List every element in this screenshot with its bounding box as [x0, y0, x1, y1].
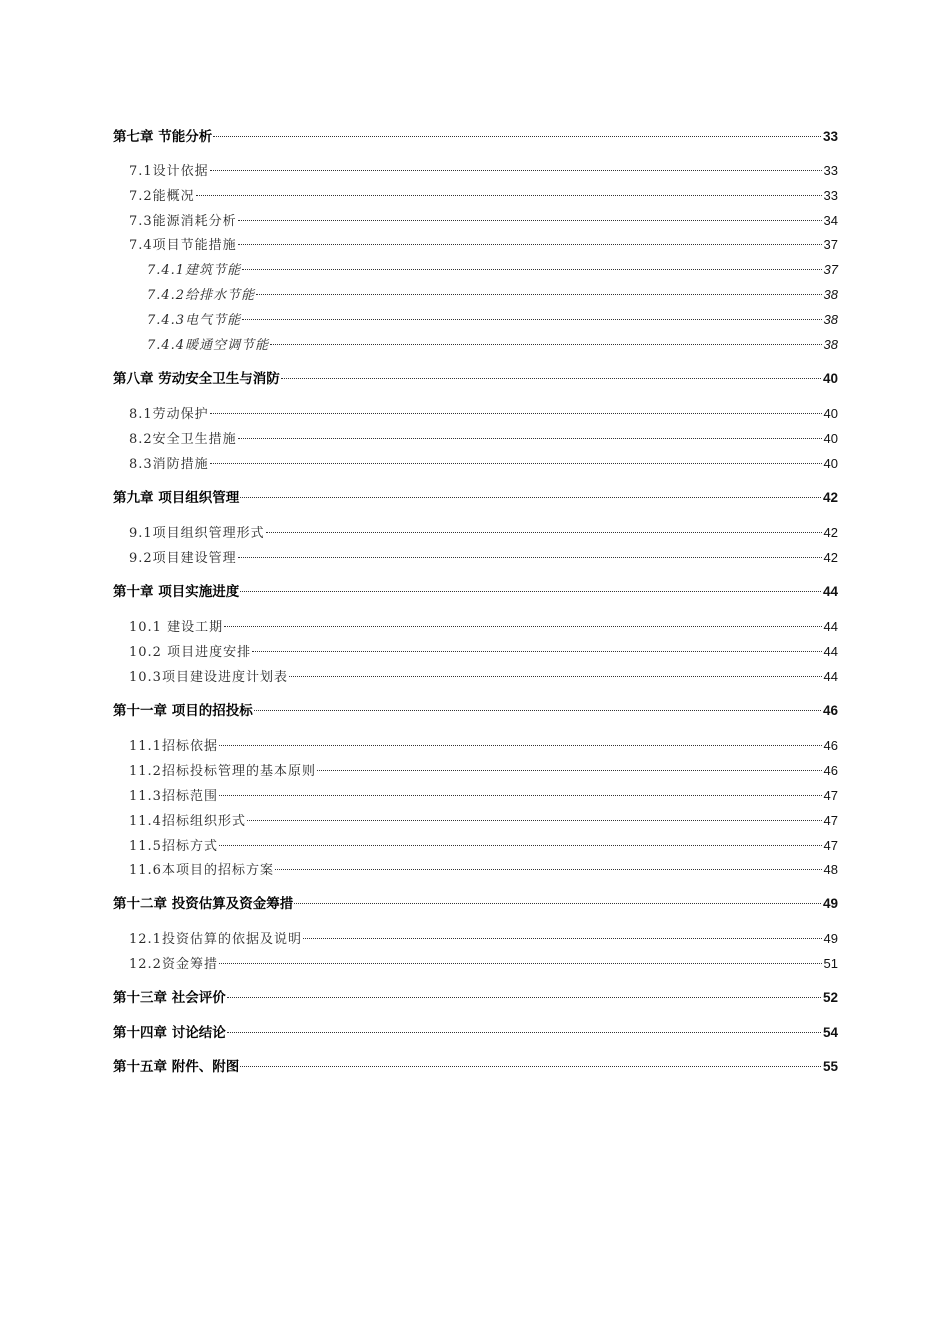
toc-chapter-entry[interactable] — [113, 126, 838, 148]
toc-entry-title: 9.2项目建设管理 — [129, 551, 237, 566]
toc-entry-title: 7.4.4暖通空调节能 — [147, 338, 270, 353]
toc-entry-page-number: 46 — [823, 763, 838, 778]
toc-entry-title: 11.1招标依据 — [129, 739, 218, 754]
toc-entry-title: 12.2资金筹措 — [129, 957, 218, 972]
dot-leader — [238, 244, 822, 245]
toc-section-entry[interactable] — [113, 859, 838, 881]
toc-entry-page-number: 44 — [823, 619, 838, 634]
dot-leader — [196, 195, 822, 196]
toc-entry-page-number: 33 — [823, 163, 838, 178]
dot-leader — [213, 136, 821, 137]
dot-leader — [210, 170, 822, 171]
toc-entry-page-number: 33 — [822, 129, 838, 144]
toc-entry-page-number: 40 — [822, 371, 838, 386]
dot-leader — [266, 532, 822, 533]
toc-entry-title: 7.4.1建筑节能 — [147, 263, 242, 278]
toc-entry-page-number: 54 — [822, 1025, 838, 1040]
dot-leader — [275, 869, 822, 870]
toc-chapter-entry[interactable] — [113, 581, 838, 603]
toc-section-entry[interactable] — [113, 953, 838, 975]
dot-leader — [240, 591, 821, 592]
table-of-contents — [113, 0, 838, 1344]
toc-entry-page-number: 42 — [823, 550, 838, 565]
toc-entry-title: 11.4招标组织形式 — [129, 814, 246, 829]
toc-subsection-entry[interactable] — [113, 334, 838, 356]
toc-entry-title: 第九章 项目组织管理 — [113, 490, 240, 506]
toc-entry-title: 第十一章 项目的招投标 — [113, 703, 253, 719]
dot-leader — [256, 294, 821, 295]
toc-entry-title: 第八章 劳动安全卫生与消防 — [113, 371, 280, 387]
toc-entry-title: 7.1设计依据 — [129, 164, 209, 179]
toc-entry-title: 第十五章 附件、附图 — [113, 1059, 240, 1075]
toc-entry-title: 第十二章 投资估算及资金筹措 — [113, 896, 294, 912]
toc-section-entry[interactable] — [113, 547, 838, 569]
toc-section-entry[interactable] — [113, 760, 838, 782]
toc-entry-title: 第七章 节能分析 — [113, 129, 213, 145]
toc-entry-title: 11.5招标方式 — [129, 839, 218, 854]
dot-leader — [242, 319, 821, 320]
toc-entry-title: 第十三章 社会评价 — [113, 990, 226, 1006]
dot-leader — [238, 557, 822, 558]
toc-entry-title: 7.2能概况 — [129, 189, 195, 204]
toc-entry-page-number: 47 — [823, 838, 838, 853]
toc-chapter-entry[interactable] — [113, 1022, 838, 1044]
dot-leader — [289, 676, 822, 677]
dot-leader — [219, 845, 822, 846]
toc-entry-title: 8.3消防措施 — [129, 457, 209, 472]
toc-entry-page-number: 38 — [823, 287, 838, 302]
toc-entry-title: 11.3招标范围 — [129, 789, 218, 804]
toc-entry-title: 7.4.3电气节能 — [147, 313, 242, 328]
toc-entry-page-number: 42 — [823, 525, 838, 540]
toc-entry-page-number: 52 — [822, 990, 838, 1005]
dot-leader — [242, 269, 821, 270]
dot-leader — [294, 903, 821, 904]
toc-entry-page-number: 55 — [822, 1059, 838, 1074]
toc-chapter-entry[interactable] — [113, 987, 838, 1009]
toc-entry-page-number: 38 — [823, 312, 838, 327]
dot-leader — [210, 413, 822, 414]
toc-entry-page-number: 46 — [822, 703, 838, 718]
toc-section-entry[interactable] — [113, 785, 838, 807]
toc-entry-title: 第十章 项目实施进度 — [113, 584, 240, 600]
toc-entry-page-number: 40 — [823, 456, 838, 471]
toc-section-entry[interactable] — [113, 403, 838, 425]
dot-leader — [238, 220, 822, 221]
toc-entry-title: 10.1 建设工期 — [129, 620, 224, 635]
toc-chapter-entry[interactable] — [113, 893, 838, 915]
toc-entry-page-number: 42 — [822, 490, 838, 505]
toc-section-entry[interactable] — [113, 453, 838, 475]
toc-entry-page-number: 33 — [823, 188, 838, 203]
toc-entry-title: 12.1投资估算的依据及说明 — [129, 932, 302, 947]
dot-leader — [240, 1066, 821, 1067]
toc-chapter-entry[interactable] — [113, 700, 838, 722]
toc-entry-page-number: 34 — [823, 213, 838, 228]
toc-entry-title: 11.2招标投标管理的基本原则 — [129, 764, 316, 779]
toc-entry-title: 7.3能源消耗分析 — [129, 214, 237, 229]
dot-leader — [238, 438, 822, 439]
dot-leader — [227, 997, 821, 998]
dot-leader — [303, 938, 822, 939]
toc-subsection-entry[interactable] — [113, 309, 838, 331]
toc-entry-title: 9.1项目组织管理形式 — [129, 526, 265, 541]
dot-leader — [219, 745, 822, 746]
toc-entry-page-number: 40 — [823, 431, 838, 446]
toc-section-entry[interactable] — [113, 835, 838, 857]
toc-entry-page-number: 48 — [823, 862, 838, 877]
dot-leader — [247, 820, 822, 821]
toc-entry-title: 7.4.2给排水节能 — [147, 288, 256, 303]
toc-section-entry[interactable] — [113, 928, 838, 950]
toc-section-entry[interactable] — [113, 185, 838, 207]
toc-section-entry[interactable] — [113, 522, 838, 544]
dot-leader — [219, 795, 822, 796]
dot-leader — [254, 710, 821, 711]
toc-entry-page-number: 37 — [823, 237, 838, 252]
toc-section-entry[interactable] — [113, 160, 838, 182]
dot-leader — [252, 651, 821, 652]
toc-section-entry[interactable] — [113, 641, 838, 663]
toc-entry-page-number: 47 — [823, 788, 838, 803]
dot-leader — [224, 626, 821, 627]
toc-entry-page-number: 40 — [823, 406, 838, 421]
toc-entry-page-number: 44 — [823, 669, 838, 684]
toc-entry-page-number: 51 — [823, 956, 838, 971]
toc-section-entry[interactable] — [113, 666, 838, 688]
toc-section-entry[interactable] — [113, 616, 838, 638]
toc-entry-page-number: 47 — [823, 813, 838, 828]
dot-leader — [240, 497, 821, 498]
toc-section-entry[interactable] — [113, 428, 838, 450]
toc-subsection-entry[interactable] — [113, 259, 838, 281]
dot-leader — [270, 344, 821, 345]
toc-entry-page-number: 49 — [823, 931, 838, 946]
dot-leader — [281, 378, 821, 379]
toc-subsection-entry[interactable] — [113, 284, 838, 306]
dot-leader — [210, 463, 822, 464]
toc-entry-page-number: 49 — [822, 896, 838, 911]
toc-section-entry[interactable] — [113, 210, 838, 232]
toc-entry-title: 10.2 项目进度安排 — [129, 645, 252, 660]
toc-entry-title: 8.1劳动保护 — [129, 407, 209, 422]
dot-leader — [317, 770, 822, 771]
toc-section-entry[interactable] — [113, 810, 838, 832]
toc-entry-title: 7.4项目节能措施 — [129, 238, 237, 253]
toc-entry-title: 第十四章 讨论结论 — [113, 1025, 226, 1041]
toc-entry-page-number: 38 — [823, 337, 838, 352]
toc-entry-title: 10.3项目建设进度计划表 — [129, 670, 288, 685]
toc-entry-title: 8.2安全卫生措施 — [129, 432, 237, 447]
toc-entry-title: 11.6本项目的招标方案 — [129, 863, 274, 878]
toc-entry-page-number: 44 — [822, 584, 838, 599]
toc-entry-page-number: 37 — [823, 262, 838, 277]
toc-chapter-entry[interactable] — [113, 368, 838, 390]
dot-leader — [227, 1032, 821, 1033]
toc-entry-page-number: 46 — [823, 738, 838, 753]
toc-chapter-entry[interactable] — [113, 487, 838, 509]
dot-leader — [219, 963, 822, 964]
toc-chapter-entry[interactable] — [113, 1056, 838, 1078]
toc-section-entry[interactable] — [113, 735, 838, 757]
toc-entry-page-number: 44 — [823, 644, 838, 659]
toc-section-entry[interactable] — [113, 234, 838, 256]
